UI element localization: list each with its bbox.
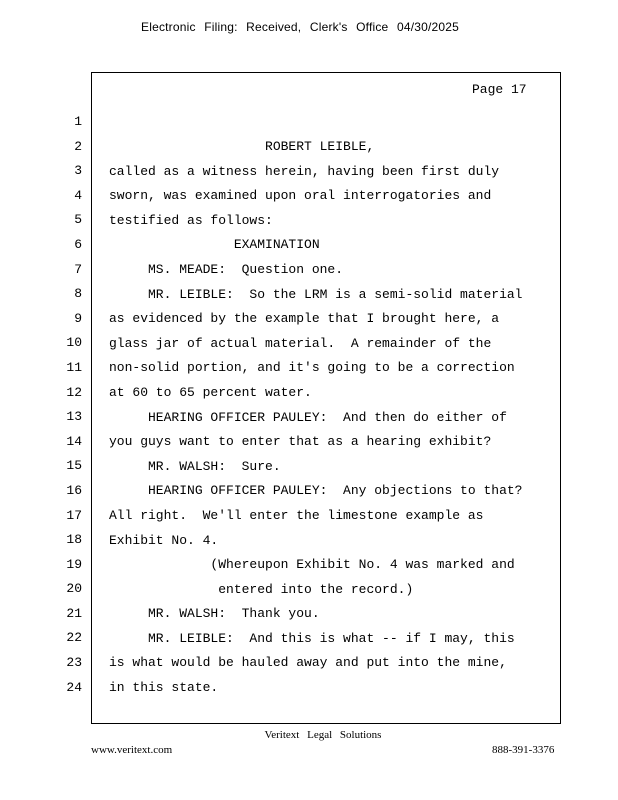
transcript-line: MR. WALSH: Thank you. (109, 606, 320, 622)
transcript-line: testified as follows: (109, 212, 273, 228)
footer-company: Veritext Legal Solutions (264, 729, 382, 741)
transcript-line: EXAMINATION (109, 237, 320, 253)
transcript-body (109, 138, 559, 704)
line-number: 5 (74, 212, 82, 228)
transcript-line: MS. MEADE: Question one. (109, 261, 344, 277)
footer-website: www.veritext.com (91, 744, 173, 756)
line-number: 1 (74, 114, 82, 129)
line-number: 10 (66, 335, 82, 351)
transcript-line: MR. LEIBLE: And this is what -- if I may, this (109, 630, 515, 646)
line-number: 18 (66, 532, 82, 548)
transcript-line: HEARING OFFICER PAULEY: And then do either of (109, 409, 507, 425)
transcript-line: sworn, was examined upon oral interrogatories and (109, 188, 492, 204)
footer-phone: 888-391-3376 (492, 744, 555, 756)
line-number: 23 (66, 655, 82, 671)
transcript-line: (Whereupon Exhibit No. 4 was marked and (109, 557, 515, 573)
line-number: 21 (66, 605, 82, 621)
line-number: 24 (66, 679, 82, 695)
line-number: 9 (74, 310, 82, 326)
transcript-line: MR. LEIBLE: So the LRM is a semi-solid material (109, 286, 523, 302)
line-number: 12 (66, 384, 82, 400)
line-number-column (60, 113, 82, 703)
line-number: 3 (74, 163, 82, 179)
transcript-line: as evidenced by the example that I brought here, a (109, 311, 500, 327)
transcript-line: in this state. (109, 680, 219, 696)
line-number: 7 (74, 261, 82, 277)
line-number: 22 (66, 630, 82, 646)
transcript-line: called as a witness herein, having been first duly (109, 163, 500, 179)
line-number: 16 (66, 482, 82, 498)
line-number: 6 (74, 236, 82, 252)
line-number: 8 (74, 286, 82, 302)
transcript-line: MR. WALSH: Sure. (109, 458, 281, 474)
transcript-line: Exhibit No. 4. (109, 532, 219, 548)
line-number: 19 (66, 556, 82, 572)
line-number: 14 (66, 433, 82, 449)
transcript-line: glass jar of actual material. A remainder of the (109, 335, 492, 351)
page-number: Page 17 (472, 82, 527, 97)
line-number: 2 (74, 138, 82, 154)
line-number: 11 (66, 359, 82, 375)
transcript-line: HEARING OFFICER PAULEY: Any objections to that? (109, 483, 523, 499)
transcript-line: is what would be hauled away and put into the mine, (109, 655, 507, 671)
line-number: 20 (66, 581, 82, 597)
line-number: 17 (66, 507, 82, 523)
transcript-line: you guys want to enter that as a hearing exhibit? (109, 434, 492, 450)
line-number: 13 (66, 409, 82, 425)
transcript-line: ROBERT LEIBLE, (109, 139, 375, 154)
filing-stamp-header: Electronic Filing: Received, Clerk's Office 04/30/2025 (141, 20, 460, 34)
transcript-line: All right. We'll enter the limestone example as (109, 507, 484, 523)
transcript-line: non-solid portion, and it's going to be a correction (109, 360, 515, 376)
transcript-line: entered into the record.) (109, 581, 414, 597)
line-number: 4 (74, 187, 82, 203)
line-number: 15 (66, 458, 82, 474)
transcript-line: at 60 to 65 percent water. (109, 384, 312, 400)
